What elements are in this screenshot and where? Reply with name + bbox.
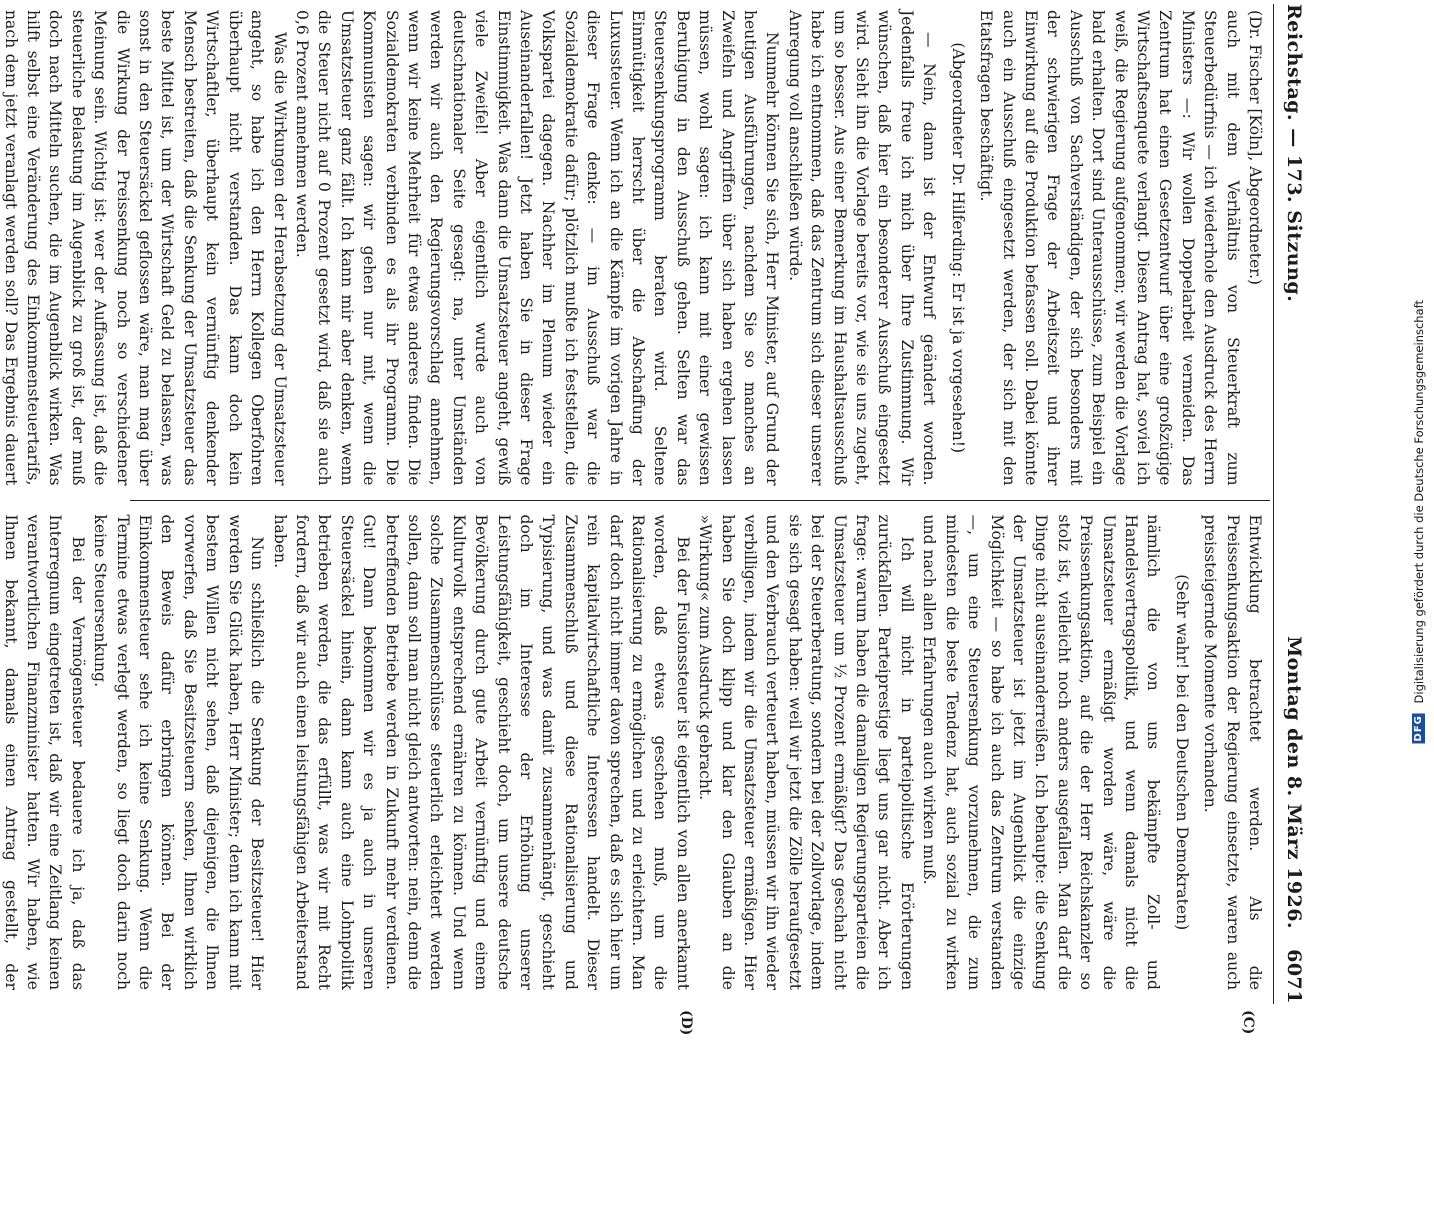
left-column xyxy=(1,4,1270,501)
running-header xyxy=(1273,4,1314,1004)
paragraph: — Nein, dann ist der Entwurf geändert worden. Jedenfalls freue ich mich über Ihre Zustimmung. Wir wünschen, daß hier ein besonderer Ausschuß eingesetzt wird. Sieht ihn die Vorlage bereits vor, wie sie uns zugeht, um so besser. Aus einer Bemerkung im Haushaltsausschuß habe ich entnommen, daß das Zentrum sich dieser unserer Anregung voll anschließen würde. xyxy=(785,10,939,486)
speaker-line: (Dr. Fischer [Köln], Abgeordneter.) xyxy=(1246,10,1264,286)
page-number: 6071 xyxy=(1283,949,1305,1004)
rotated-page xyxy=(1,4,1314,1224)
text-columns xyxy=(1,4,1270,1004)
paragraph: Was die Wirkungen der Herabsetzung der Umsatzsteuer angeht, so habe ich den Herrn Kollegen Oberfohren überhaupt nicht verstanden. Das kann doch kein Wirtschaftler, überhaupt kein vernünftig denkender Mensch bestreiten, daß die Senkung der Umsatzsteuer das beste Mittel ist, um der Wirtschaft Geld zu belassen, was sonst in den Steuersäckel geflossen wäre, man mag über die Wirkung der Preissenkung noch so verschiedener Meinung sein. Wichtig ist: wer der Auffassung ist, daß die steuerliche Belastung im Augenblick zu groß ist, der muß doch nach Mitteln suchen, die im Augenblick wirken. Was hilft selbst eine Veränderung des Einkommensteuertarifs, nach dem jetzt veranlagt werden soll? Das Ergebnis dauert xyxy=(1,10,289,486)
paragraph: nämlich die von uns bekämpfte Zoll- und Handelsvertragspolitik, und wenn damals nicht die Umsatzsteuer ermäßigt worden wäre, wäre die Preissenkungsaktion, auf die der Herr Reichskanzler so stolz ist, vielleicht noch anders ausgefallen. Man darf die Dinge nicht auseinanderreißen. Ich behaupte: die Senkung der Umsatzsteuer ist jetzt im Augenblick die einzige Möglichkeit — so habe ich auch das Zentrum verstanden —, um eine Steuersenkung vorzunehmen, die zum mindesten die beste Tendenz hat, auch sozial zu wirken und nach allen Erfahrungen auch wirken muß. xyxy=(920,514,1163,990)
digitization-note xyxy=(1412,300,1426,743)
paragraph: Bei der Vermögensteuer bedauere ich ja, daß das Interregnum eingetreten ist, daß wir eine Zeitlang keinen verantwortlichen Finanzminister hatten. Wir haben, wie Ihnen bekannt, damals einen Antrag gestellt, der xyxy=(1,514,87,990)
paragraph: Bei der Fusionssteuer ist eigentlich von allen anerkannt worden, daß etwas geschehen muß, um die Rationalisierung zu ermöglichen und zu erleichtern. Man darf doch nicht immer davon sprechen, daß es sich hier um rein kapitalwirtschaftliche Interessen handelt. Dieser Zusammenschluß und diese Rationalisierung und Typisierung, und was damit zusammenhängt, geschieht doch im Interesse der Erhöhung unserer Leistungsfähigkeit, geschieht doch, um unsere deutsche Bevölkerung durch gute Arbeit vernünftig und einem Kulturvolk entsprechend ernähren zu können. Und wenn solche Zusammenschlüsse steuerlich erleichtert werden sollen, dann soll man nicht gleich antworten: nein, denn die betreffenden Betriebe werden in Zukunft mehr verdienen. Gut! Dann bekommen wir es ja auch in unseren Steuersäckel hinein, dann kann auch eine Lohnpolitik betrieben werden, die das erfüllt, was wir mit Recht fordern, daß wir auch einen leistungsfähigen Arbeiterstand haben. xyxy=(270,514,692,990)
paragraph: auch mit dem Verhältnis von Steuerkraft zum Steuerbedürfnis — ich wiederhole den Ausdruck des Herrn Ministers —: Wir wollen Doppelarbeit vermeiden. Das Zentrum hat einen Gesetzentwurf über eine großzügige Wirtschaftsenquete verlangt. Diesen Antrag hat, soviel ich weiß, die Regierung aufgenommen; wir werden die Vorlage bald erhalten. Dort sind Unterausschüsse, zum Beispiel ein Ausschuß von Sachverständigen, der sich besonders mit der schwierigen Frage der Arbeitszeit und ihrer Einwirkung auf die Produktion befassen soll. Dabei könnte auch ein Ausschuß eingesetzt werden, der sich mit den Etatsfragen beschäftigt. xyxy=(977,10,1242,486)
interjection: (Sehr wahr! bei den Deutschen Demokraten) xyxy=(1172,574,1191,931)
digitization-text: Digitalisierung gefördert durch die Deutsche Forschungsgemeinschaft xyxy=(1412,300,1426,704)
margin-marker-c: (C) xyxy=(1240,1010,1256,1035)
paragraph: Nunmehr können Sie sich, Herr Minister, auf Grund der heutigen Ausführungen, nachdem Sie so manches an Zweifeln und Angriffen über sich haben ergehen lassen müssen, wohl sagen: ich kann mit einer gewissen Beruhigung in den Ausschuß gehen. Selten war das Steuersenkungsprogramm beraten wird. Seltene Einmütigkeit herrscht über die Abschaffung der Luxussteuer. Wenn ich an die Kämpfe im vorigen Jahre in dieser Frage denke: — im Ausschuß war die Sozialdemokratie dafür; plötzlich mußte ich feststellen, die Volkspartei dagegen. Nachher im Plenum wieder ein Auseinanderfallen! Jetzt haben Sie in dieser Frage Einstimmigkeit. Was dann die Umsatzsteuer angeht, gewiß viele Zweifel! Aber eigentlich wurde auch von deutschnationaler Seite gesagt: na, unter Umständen werden wir auch den Regierungsvorschlag annehmen, wenn wir keine Mehrheit für etwas anderes finden. Die Sozialdemokraten verbinden es als ihr Programm. Die Kommunisten sagen: wir gehen nur mit, wenn die Umsatzsteuer ganz fällt. Ich kann mir aber denken, wenn die Steuer nicht auf 0 Prozent gesetzt wird, daß sie auch 0,6 Prozent annehmen werden. xyxy=(292,10,782,486)
margin-marker-d: (D) xyxy=(678,1010,694,1036)
paragraph: Ich will nicht in parteipolitische Erörterungen zurückfallen. Parteiprestige liegt uns gar nicht. Aber ich frage: warum haben die damaligen Regierungsparteien die Umsatzsteuer um ½ Prozent ermäßigt? Das geschah nicht bei der Steuerberatung, sondern bei der Zollvorlage, indem sie sich gesagt haben: weil wir jetzt die Zölle heraufgesetzt und den Verbrauch verteuert haben, müssen wir ihn wieder verbilligen, indem wir die Umsatzsteuer ermäßigen. Hier haben Sie doch klipp und klar den Glauben an die »Wirkung« zum Ausdruck gebracht. xyxy=(696,514,916,990)
header-date: Montag den 8. März 1926. xyxy=(1283,636,1305,930)
right-column xyxy=(1,501,1270,1005)
dfg-logo: DFG xyxy=(1413,715,1424,742)
header-title: Reichstag. — 173. Sitzung. xyxy=(1283,4,1305,303)
paragraph: Entwicklung betrachtet werden. Als die Preissenkungsaktion der Regierung einsetzte, waren auch preissteigernde Momente vorhanden. xyxy=(1201,514,1264,990)
paragraph: Nun schließlich die Senkung der Besitzsteuer! Hier werden Sie Glück haben, Herr Minister; denn ich kann mit bestem Willen nicht sehen, daß diejenigen, die Ihnen vorwerfen, daß Sie Besitzsteuern senken, Ihnen wirklich den Beweis dafür erbringen können. Bei der Einkommensteuer sehe ich keine Senkung. Wenn die Termine etwas verlegt werden, so liegt doch darin noch keine Steuersenkung. xyxy=(91,514,267,990)
interjection: (Abgeordneter Dr. Hilferding: Er ist ja vorgesehen!) xyxy=(948,42,967,454)
